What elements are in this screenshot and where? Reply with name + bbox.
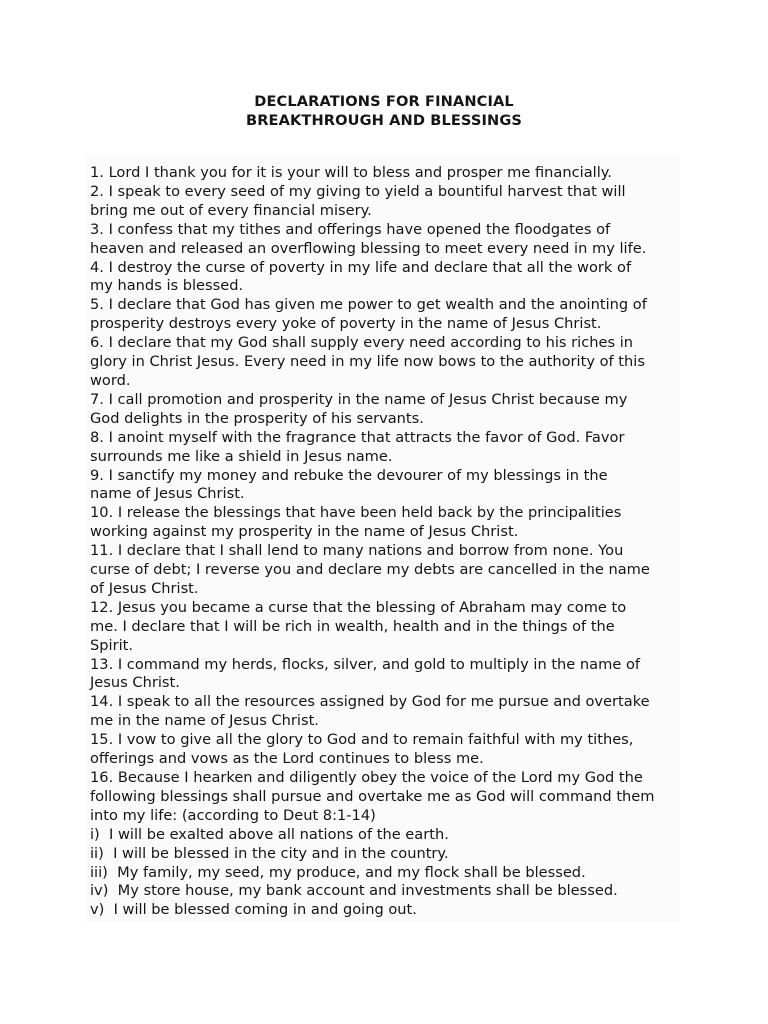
declaration-line: 14. I speak to all the resources assigned by God for me pursue and overtake (90, 693, 650, 711)
declaration-line: 3. I confess that my tithes and offerings have opened the floodgates of (90, 220, 611, 238)
declaration-line: 11. I declare that I shall lend to many nations and borrow from none. You (90, 542, 624, 560)
declaration-line: me in the name of Jesus Christ. (90, 712, 319, 730)
declaration-line: God delights in the prosperity of his servants. (90, 409, 424, 427)
declaration-line: 1. Lord I thank you for it is your will to bless and prosper me financially. (90, 164, 612, 181)
declaration-line: heaven and released an overflowing blessing to meet every need in my life. (90, 239, 647, 257)
declaration-line: surrounds me like a shield in Jesus name. (90, 447, 393, 465)
declaration-line: curse of debt; I reverse you and declare my debts are cancelled in the name (90, 561, 650, 579)
declaration-line: 10. I release the blessings that have been held back by the principalities (90, 504, 622, 522)
declaration-line: iv) My store house, my bank account and investments shall be blessed. (90, 882, 618, 900)
declaration-line: of Jesus Christ. (90, 579, 199, 597)
declaration-line: v) I will be blessed coming in and going out. (90, 901, 417, 919)
declaration-line: ii) I will be blessed in the city and in the country. (90, 844, 449, 862)
declaration-line: into my life: (according to Deut 8:1-14) (90, 806, 376, 824)
declaration-line: 8. I anoint myself with the fragrance that attracts the favor of God. Favor (90, 428, 625, 446)
declaration-line: bring me out of every financial misery. (90, 201, 372, 219)
declarations-list (90, 164, 690, 920)
declaration-line: glory in Christ Jesus. Every need in my life now bows to the authority of this (90, 353, 645, 371)
declaration-line: my hands is blessed. (90, 277, 244, 295)
declaration-line: following blessings shall pursue and overtake me as God will command them (90, 787, 655, 805)
declaration-line: me. I declare that I will be rich in wealth, health and in the things of the (90, 617, 615, 635)
declaration-line: prosperity destroys every yoke of poverty in the name of Jesus Christ. (90, 315, 602, 333)
declaration-line: word. (90, 371, 131, 389)
declaration-line: 13. I command my herds, flocks, silver, and gold to multiply in the name of (90, 655, 641, 673)
declaration-line: i) I will be exalted above all nations of the earth. (90, 825, 449, 843)
title-line-1: DECLARATIONS FOR FINANCIAL (254, 93, 514, 110)
document-title (0, 93, 768, 131)
declaration-line: 16. Because I hearken and diligently obey the voice of the Lord my God the (90, 769, 643, 786)
declaration-line: 7. I call promotion and prosperity in the name of Jesus Christ because my (90, 390, 628, 408)
declaration-line: 9. I sanctify my money and rebuke the devourer of my blessings in the (90, 466, 608, 484)
declaration-line: 6. I declare that my God shall supply every need according to his riches in (90, 334, 634, 352)
declaration-line: 4. I destroy the curse of poverty in my life and declare that all the work of (90, 258, 632, 276)
declaration-line: 5. I declare that God has given me power to get wealth and the anointing of (90, 296, 647, 314)
declaration-line: 2. I speak to every seed of my giving to yield a bountiful harvest that will (90, 182, 626, 200)
declaration-line: Spirit. (90, 636, 133, 654)
declaration-line: 12. Jesus you became a curse that the blessing of Abraham may come to (90, 598, 627, 616)
declaration-line: iii) My family, my seed, my produce, and my flock shall be blessed. (90, 863, 586, 881)
declaration-line: offerings and vows as the Lord continues to bless me. (90, 750, 484, 768)
title-line-2: BREAKTHROUGH AND BLESSINGS (245, 111, 523, 129)
declaration-line: working against my prosperity in the name of Jesus Christ. (90, 523, 519, 541)
declaration-line: Jesus Christ. (90, 674, 180, 692)
declaration-line: name of Jesus Christ. (90, 485, 245, 503)
declaration-line: 15. I vow to give all the glory to God and to remain faithful with my tithes, (90, 731, 634, 749)
